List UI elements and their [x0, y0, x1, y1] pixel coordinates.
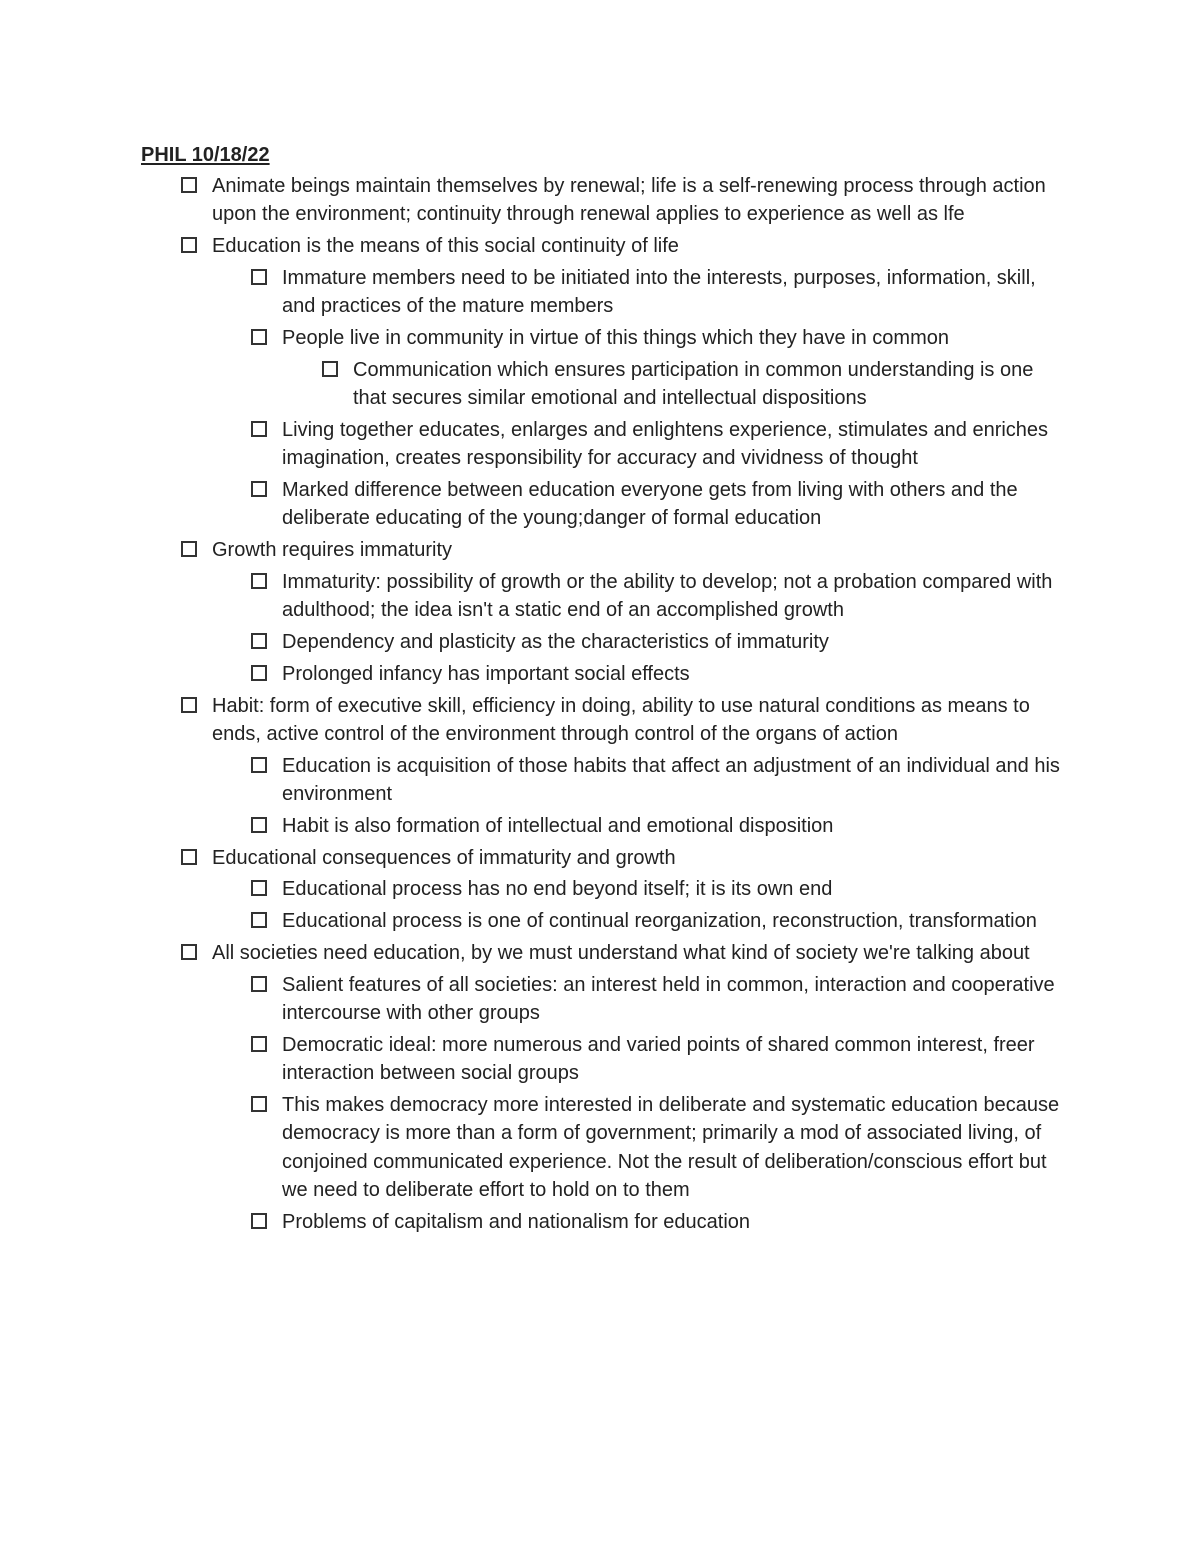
checklist-item: [0, 1208, 1200, 1236]
checklist-item-text: Immaturity: possibility of growth or the ability to develop; not a probation compared with adulthood; the idea isn't a static end of an accomplished growth: [282, 570, 1053, 622]
checklist-item: [0, 232, 1200, 260]
checklist-item: [0, 692, 1200, 749]
checklist-item-text: Immature members need to be initiated into the interests, purposes, information, skill, and practices of the mature members: [282, 266, 1036, 318]
checklist-item: [0, 752, 1200, 809]
checkbox-unchecked-icon[interactable]: [181, 541, 197, 557]
checklist-item: [0, 536, 1200, 564]
checklist-item-text: Habit is also formation of intellectual and emotional disposition: [282, 814, 834, 837]
checkbox-unchecked-icon[interactable]: [181, 697, 197, 713]
checklist-item-text: Growth requires immaturity: [212, 539, 453, 562]
checkbox-unchecked-icon[interactable]: [181, 237, 197, 253]
checklist-item: [0, 875, 1200, 903]
checklist-item: [0, 628, 1200, 656]
checkbox-unchecked-icon[interactable]: [251, 665, 267, 681]
checklist-item: [0, 568, 1200, 625]
checklist-item: [0, 356, 1200, 413]
checklist-item-text: Animate beings maintain themselves by renewal; life is a self-renewing process through action upon the environment; continuity through renewal applies to experience as well as lfe: [212, 175, 1046, 226]
checklist-item-text: Salient features of all societies: an interest held in common, interaction and cooperative intercourse with other groups: [282, 973, 1055, 1025]
checklist-item-text: Prolonged infancy has important social effects: [282, 662, 690, 685]
checklist-item-text: Living together educates, enlarges and enlightens experience, stimulates and enriches imagination, creates responsibility for accuracy and vividness of thought: [282, 418, 1049, 470]
checkbox-unchecked-icon[interactable]: [251, 757, 267, 773]
checklist-item-text: This makes democracy more interested in deliberate and systematic education because democracy is more than a form of government; primarily a mod of associated living, of conjoined communicated experience. Not the result of deliberation/conscious effort but we need to deliberate effort to hold on to them: [282, 1093, 1060, 1201]
checklist-item-text: Educational process is one of continual reorganization, reconstruction, transformation: [282, 910, 1037, 933]
checklist-item: [0, 812, 1200, 840]
checklist-item-text: People live in community in virtue of this things which they have in common: [282, 326, 949, 349]
checkbox-unchecked-icon[interactable]: [251, 269, 267, 285]
checklist-item: [0, 660, 1200, 688]
checklist-item-text: Democratic ideal: more numerous and varied points of shared common interest, freer interaction between social groups: [282, 1033, 1035, 1085]
checklist-item-text: Education is the means of this social continuity of life: [212, 235, 679, 258]
checkbox-unchecked-icon[interactable]: [181, 177, 197, 193]
checkbox-unchecked-icon[interactable]: [251, 1096, 267, 1112]
checklist-item: [0, 971, 1200, 1028]
checkbox-unchecked-icon[interactable]: [251, 573, 267, 589]
checklist: [0, 172, 1200, 1239]
checkbox-unchecked-icon[interactable]: [251, 817, 267, 833]
checklist-item: [0, 416, 1200, 473]
checkbox-unchecked-icon[interactable]: [251, 633, 267, 649]
checklist-item-text: Education is acquisition of those habits that affect an adjustment of an individual and his environment: [282, 754, 1060, 805]
checkbox-unchecked-icon[interactable]: [181, 944, 197, 960]
checklist-item-text: Habit: form of executive skill, efficiency in doing, ability to use natural conditions as means to ends, active control of the environment through control of the organs of action: [212, 694, 1030, 745]
checklist-item-text: Communication which ensures participation in common understanding is one that secures similar emotional and intellectual dispositions: [353, 358, 1034, 410]
checklist-item: [0, 939, 1200, 967]
checkbox-unchecked-icon[interactable]: [251, 421, 267, 437]
checklist-item: [0, 264, 1200, 321]
checklist-item: [0, 476, 1200, 533]
checklist-item-text: Educational process has no end beyond itself; it is its own end: [282, 878, 833, 901]
checklist-item-text: All societies need education, by we must understand what kind of society we're talking about: [212, 941, 1030, 964]
checkbox-unchecked-icon[interactable]: [251, 481, 267, 497]
checklist-item: [0, 1091, 1200, 1204]
page-title: PHIL 10/18/22: [141, 144, 270, 166]
checklist-item-text: Problems of capitalism and nationalism for education: [282, 1210, 751, 1233]
checklist-item: [0, 1031, 1200, 1088]
checkbox-unchecked-icon[interactable]: [251, 1036, 267, 1052]
checkbox-unchecked-icon[interactable]: [251, 329, 267, 345]
checklist-item: [0, 907, 1200, 935]
checkbox-unchecked-icon[interactable]: [251, 880, 267, 896]
checkbox-unchecked-icon[interactable]: [251, 912, 267, 928]
checklist-item-text: Marked difference between education everyone gets from living with others and the deliberate educating of the young;danger of formal education: [282, 478, 1018, 530]
checklist-item-text: Dependency and plasticity as the characteristics of immaturity: [282, 630, 829, 653]
checkbox-unchecked-icon[interactable]: [251, 1213, 267, 1229]
checkbox-unchecked-icon[interactable]: [251, 976, 267, 992]
checkbox-unchecked-icon[interactable]: [181, 849, 197, 865]
checklist-item: [0, 324, 1200, 352]
checklist-item-text: Educational consequences of immaturity and growth: [212, 846, 676, 869]
checkbox-unchecked-icon[interactable]: [322, 361, 338, 377]
checklist-item: [0, 844, 1200, 872]
checklist-item: [0, 172, 1200, 229]
